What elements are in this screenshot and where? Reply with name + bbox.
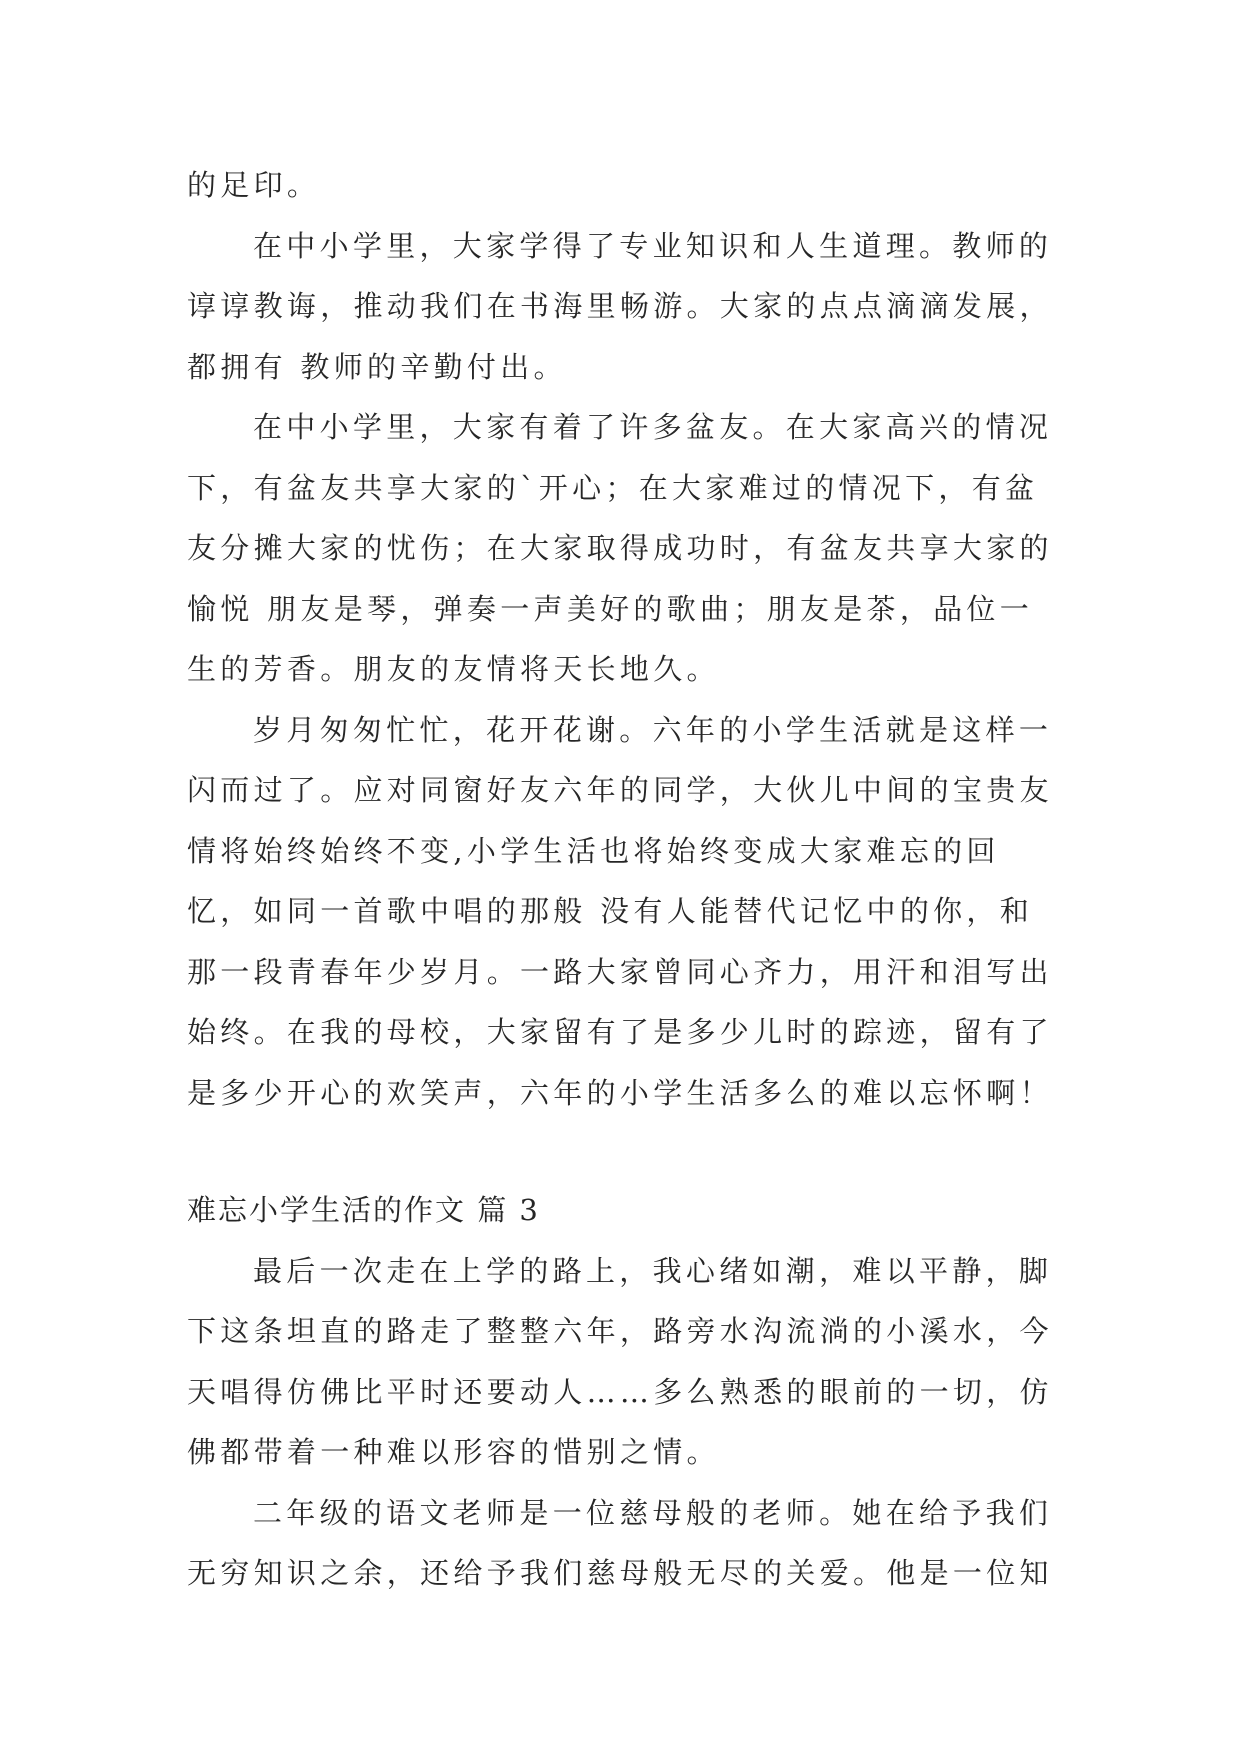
paragraph-years: 岁月匆匆忙忙，花开花谢。六年的小学生活就是这样一闪而过了。应对同窗好友六年的同学，大伙儿中间的宝贵友情将始终始终不变,小学生活也将始终变成大家难忘的回忆，如同一首歌中唱的那般 没有人能替代记忆中的你，和那一段青春年少岁月。一路大家曾同心齐力，用汗和泪写出始终。在我的母校，大家留有了是多少儿时的踪迹，留有了是多少开心的欢笑声，六年的小学生活多么的难以忘怀啊！ (187, 712, 1053, 1110)
paragraph-teacher-mother: 二年级的语文老师是一位慈母般的老师。她在给予我们无穷知识之余，还给予我们慈母般无尽的关爱。他是一位知 (187, 1495, 1053, 1590)
paragraph-friends: 在中小学里，大家有着了许多盆友。在大家高兴的情况下，有盆友共享大家的`开心；在大家难过的情况下，有盆友分摊大家的忧伤；在大家取得成功时，有盆友共享大家的愉悦 朋友是琴，弹奏一声美好的歌曲；朋友是茶，品位一生的芳香。朋友的友情将天长地久。 (187, 410, 1053, 686)
section-spacer (187, 1123, 1057, 1180)
paragraph-teachers: 在中小学里，大家学得了专业知识和人生道理。教师的谆谆教诲，推动我们在书海里畅游。大家的点点滴滴发展，都拥有 教师的辛勤付出。 (187, 228, 1053, 384)
paragraph-continuation: 的足印。 (187, 168, 321, 202)
paragraph-last-walk: 最后一次走在上学的路上，我心绪如潮，难以平静，脚下这条坦直的路走了整整六年，路旁水沟流淌的小溪水，今天唱得仿佛比平时还要动人……多么熟悉的眼前的一切，仿佛都带着一种难以形容的惜别之情。 (187, 1253, 1053, 1469)
document-body (187, 155, 1057, 1604)
section-heading: 难忘小学生活的作文 篇 3 (187, 1193, 540, 1227)
